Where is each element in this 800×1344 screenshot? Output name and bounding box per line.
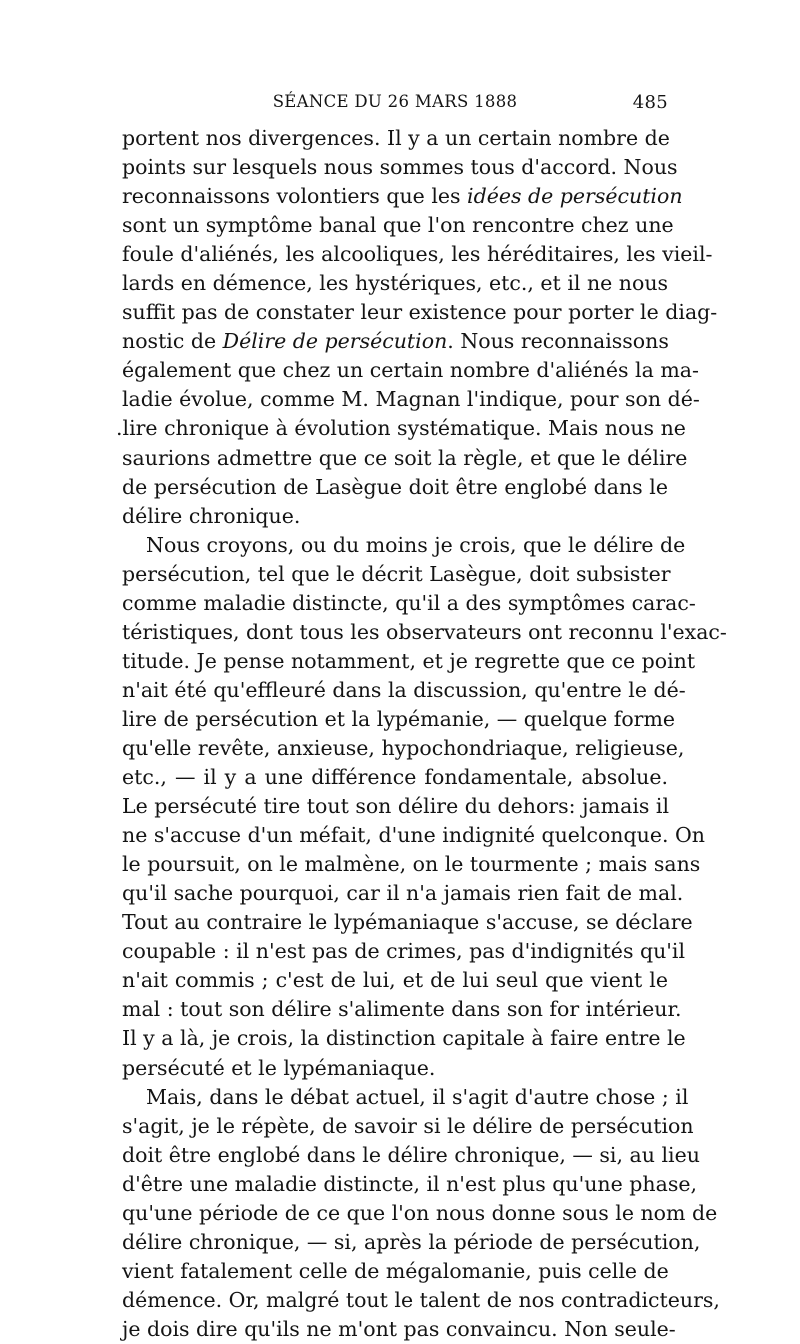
text-line: qu'il sache pourquoi, car il n'a jamais rien fait de mal. [122, 881, 684, 906]
text-line: Nous croyons, ou du moins je crois, que le délire de [146, 532, 686, 557]
text-line: coupable : il n'est pas de crimes, pas d'indignités qu'il [122, 939, 686, 964]
page-header [122, 92, 668, 120]
text-line: foule d'aliénés, les alcooliques, les héréditaires, les vieil- [122, 242, 713, 267]
text-line: s'agit, je le répète, de savoir si le délire de persécution [122, 1113, 694, 1138]
text-line: portent nos divergences. Il y a un certain nombre de [122, 126, 670, 150]
running-head: SÉANCE DU 26 MARS 1888 [272, 92, 518, 111]
text-line: ladie évolue, comme M. Magnan l'indique, pour son dé- [122, 387, 700, 412]
text-line: sont un symptôme banal que l'on rencontre chez une [122, 213, 674, 238]
text-line: de persécution de Lasègue doit être englobé dans le [122, 474, 668, 499]
text-run: . Nous reconnaissons [447, 329, 669, 354]
text-line: saurions admettre que ce soit la règle, et que le délire [122, 445, 688, 470]
text-line: Le persécuté tire tout son délire du dehors: jamais il [122, 794, 670, 819]
text-line: mal : tout son délire s'alimente dans son for intérieur. [122, 997, 682, 1022]
text-line: d'être une maladie distincte, il n'est plus qu'une phase, [122, 1171, 698, 1196]
text-run: nostic de [122, 329, 223, 354]
page-number: 485 [632, 92, 668, 113]
text-line: également que chez un certain nombre d'aliénés la ma- [122, 358, 699, 383]
text-line: qu'une période de ce que l'on nous donne sous le nom de [122, 1200, 718, 1225]
text-line: vient fatalement celle de mégalomanie, puis celle de [122, 1258, 669, 1283]
text-line: délire chronique. [122, 503, 301, 528]
text-line: je dois dire qu'ils ne m'ont pas convaincu. Non seule- [122, 1316, 676, 1341]
text-line: titude. Je pense notamment, et je regrette que ce point [122, 648, 696, 673]
text-line: qu'elle revête, anxieuse, hypochondriaque, religieuse, [122, 735, 685, 760]
text-line: délire chronique, — si, après la période de persécution, [122, 1229, 701, 1254]
text-line: Tout au contraire le lypémaniaque s'accuse, se déclare [122, 910, 693, 935]
text-line: persécuté et le lypémaniaque. [122, 1055, 436, 1080]
text-line: Il y a là, je crois, la distinction capitale à faire entre le [122, 1026, 686, 1051]
text-line: .lire chronique à évolution systématique. Mais nous ne [116, 416, 686, 441]
text-line: doit être englobé dans le délire chronique, — si, au lieu [122, 1142, 700, 1167]
text-line: le poursuit, on le malmène, on le tourmente ; mais sans [122, 852, 701, 877]
text-line [122, 327, 668, 356]
text-line: comme maladie distincte, qu'il a des symptômes carac- [122, 590, 696, 615]
body-text [116, 124, 727, 1344]
italic-term: idées de persécution [467, 184, 683, 209]
text-line: téristiques, dont tous les observateurs ont reconnu l'exac- [122, 619, 727, 644]
text-run: reconnaissons volontiers que les [122, 184, 468, 209]
text-line: points sur lesquels nous sommes tous d'accord. Nous [122, 155, 678, 180]
text-line: n'ait commis ; c'est de lui, et de lui seul que vient le [122, 968, 668, 993]
text-line: suffit pas de constater leur existence pour porter le diag- [122, 300, 718, 325]
italic-term: Délire de persécution [222, 329, 448, 354]
text-line: Mais, dans le débat actuel, il s'agit d'autre chose ; il [146, 1084, 689, 1109]
text-line: persécution, tel que le décrit Lasègue, doit subsister [122, 561, 671, 586]
text-line: lire de persécution et la lypémanie, — quelque forme [122, 706, 676, 731]
text-line: lards en démence, les hystériques, etc., et il ne nous [122, 271, 669, 296]
text-line: ne s'accuse d'un méfait, d'une indignité quelconque. On [122, 823, 706, 848]
text-line: etc., — il y a une différence fondamentale, absolue. [122, 765, 668, 790]
text-line: n'ait été qu'effleuré dans la discussion, qu'entre le dé- [122, 677, 686, 702]
text-line [122, 182, 683, 211]
text-line: démence. Or, malgré tout le talent de nos contradicteurs, [122, 1287, 720, 1312]
